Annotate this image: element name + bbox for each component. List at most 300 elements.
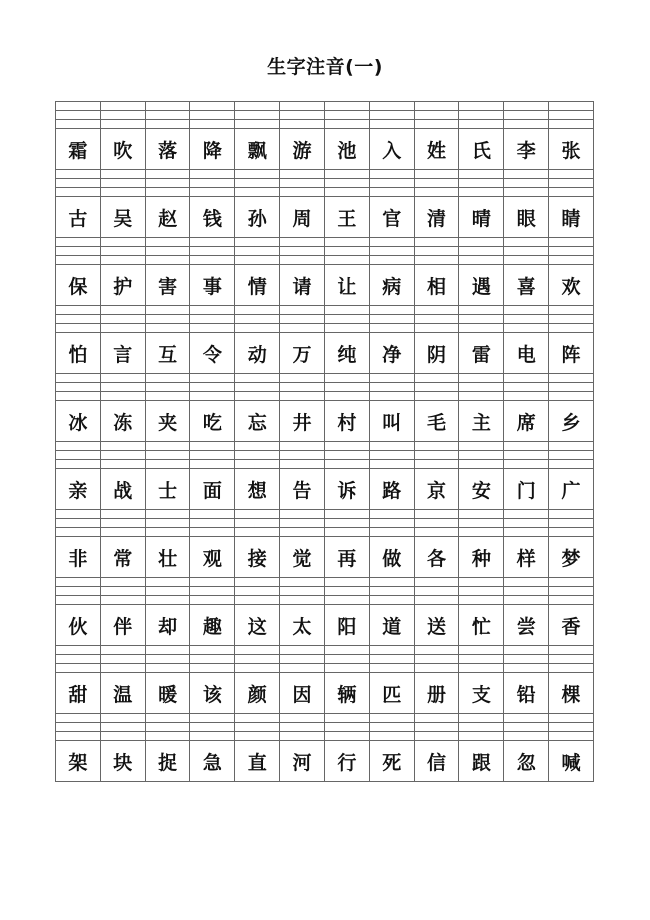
pinyin-line[interactable] [504, 577, 548, 586]
pinyin-line[interactable] [235, 713, 279, 722]
pinyin-line[interactable] [549, 391, 593, 400]
pinyin-line[interactable] [190, 323, 234, 332]
pinyin-line[interactable] [549, 110, 593, 119]
pinyin-line[interactable] [325, 450, 369, 459]
pinyin-line[interactable] [101, 373, 145, 382]
pinyin-line[interactable] [190, 527, 234, 536]
pinyin-line[interactable] [56, 305, 100, 314]
pinyin-line[interactable] [190, 246, 234, 255]
pinyin-line[interactable] [56, 459, 100, 468]
pinyin-line[interactable] [146, 323, 190, 332]
pinyin-line[interactable] [325, 323, 369, 332]
pinyin-line[interactable] [459, 169, 503, 178]
pinyin-line[interactable] [325, 577, 369, 586]
pinyin-line[interactable] [370, 110, 414, 119]
pinyin-line[interactable] [280, 110, 324, 119]
pinyin-line[interactable] [101, 518, 145, 527]
pinyin-line[interactable] [280, 509, 324, 518]
pinyin-line[interactable] [235, 323, 279, 332]
pinyin-line[interactable] [146, 178, 190, 187]
pinyin-line[interactable] [370, 187, 414, 196]
pinyin-line[interactable] [101, 255, 145, 264]
pinyin-line[interactable] [146, 101, 190, 110]
pinyin-line[interactable] [280, 527, 324, 536]
pinyin-line[interactable] [56, 595, 100, 604]
pinyin-line[interactable] [101, 450, 145, 459]
pinyin-line[interactable] [190, 119, 234, 128]
pinyin-line[interactable] [101, 595, 145, 604]
pinyin-line[interactable] [101, 731, 145, 740]
pinyin-line[interactable] [190, 663, 234, 672]
pinyin-line[interactable] [280, 314, 324, 323]
pinyin-line[interactable] [415, 305, 459, 314]
pinyin-line[interactable] [56, 645, 100, 654]
pinyin-line[interactable] [280, 722, 324, 731]
pinyin-line[interactable] [504, 314, 548, 323]
pinyin-line[interactable] [415, 101, 459, 110]
pinyin-line[interactable] [504, 187, 548, 196]
pinyin-line[interactable] [101, 586, 145, 595]
pinyin-line[interactable] [549, 595, 593, 604]
pinyin-line[interactable] [235, 101, 279, 110]
pinyin-line[interactable] [415, 382, 459, 391]
pinyin-line[interactable] [459, 654, 503, 663]
pinyin-line[interactable] [415, 577, 459, 586]
pinyin-line[interactable] [146, 255, 190, 264]
pinyin-line[interactable] [101, 509, 145, 518]
pinyin-line[interactable] [370, 323, 414, 332]
pinyin-line[interactable] [235, 441, 279, 450]
pinyin-line[interactable] [415, 314, 459, 323]
pinyin-line[interactable] [549, 586, 593, 595]
pinyin-line[interactable] [504, 101, 548, 110]
pinyin-line[interactable] [459, 731, 503, 740]
pinyin-line[interactable] [325, 101, 369, 110]
pinyin-line[interactable] [56, 382, 100, 391]
pinyin-line[interactable] [549, 441, 593, 450]
pinyin-line[interactable] [459, 722, 503, 731]
pinyin-line[interactable] [370, 586, 414, 595]
pinyin-line[interactable] [325, 509, 369, 518]
pinyin-line[interactable] [504, 509, 548, 518]
pinyin-line[interactable] [549, 169, 593, 178]
pinyin-line[interactable] [415, 255, 459, 264]
pinyin-line[interactable] [235, 722, 279, 731]
pinyin-line[interactable] [415, 119, 459, 128]
pinyin-line[interactable] [146, 373, 190, 382]
pinyin-line[interactable] [190, 373, 234, 382]
pinyin-line[interactable] [101, 314, 145, 323]
pinyin-line[interactable] [415, 527, 459, 536]
pinyin-line[interactable] [190, 382, 234, 391]
pinyin-line[interactable] [325, 722, 369, 731]
pinyin-line[interactable] [370, 169, 414, 178]
pinyin-line[interactable] [504, 237, 548, 246]
pinyin-line[interactable] [235, 527, 279, 536]
pinyin-line[interactable] [415, 595, 459, 604]
pinyin-line[interactable] [325, 373, 369, 382]
pinyin-line[interactable] [280, 663, 324, 672]
pinyin-line[interactable] [190, 450, 234, 459]
pinyin-line[interactable] [146, 586, 190, 595]
pinyin-line[interactable] [56, 391, 100, 400]
pinyin-line[interactable] [325, 255, 369, 264]
pinyin-line[interactable] [56, 187, 100, 196]
pinyin-line[interactable] [325, 382, 369, 391]
pinyin-line[interactable] [415, 450, 459, 459]
pinyin-line[interactable] [549, 305, 593, 314]
pinyin-line[interactable] [146, 237, 190, 246]
pinyin-line[interactable] [190, 101, 234, 110]
pinyin-line[interactable] [504, 518, 548, 527]
pinyin-line[interactable] [190, 305, 234, 314]
pinyin-line[interactable] [370, 382, 414, 391]
pinyin-line[interactable] [190, 169, 234, 178]
pinyin-line[interactable] [325, 595, 369, 604]
pinyin-line[interactable] [235, 654, 279, 663]
pinyin-line[interactable] [146, 305, 190, 314]
pinyin-line[interactable] [56, 722, 100, 731]
pinyin-line[interactable] [459, 305, 503, 314]
pinyin-line[interactable] [549, 450, 593, 459]
pinyin-line[interactable] [549, 255, 593, 264]
pinyin-line[interactable] [101, 577, 145, 586]
pinyin-line[interactable] [56, 731, 100, 740]
pinyin-line[interactable] [504, 654, 548, 663]
pinyin-line[interactable] [235, 663, 279, 672]
pinyin-line[interactable] [280, 101, 324, 110]
pinyin-line[interactable] [235, 305, 279, 314]
pinyin-line[interactable] [146, 441, 190, 450]
pinyin-line[interactable] [415, 586, 459, 595]
pinyin-line[interactable] [459, 518, 503, 527]
pinyin-line[interactable] [504, 645, 548, 654]
pinyin-line[interactable] [280, 305, 324, 314]
pinyin-line[interactable] [235, 373, 279, 382]
pinyin-line[interactable] [415, 518, 459, 527]
pinyin-line[interactable] [146, 577, 190, 586]
pinyin-line[interactable] [549, 101, 593, 110]
pinyin-line[interactable] [370, 518, 414, 527]
pinyin-line[interactable] [370, 178, 414, 187]
pinyin-line[interactable] [459, 509, 503, 518]
pinyin-line[interactable] [146, 110, 190, 119]
pinyin-line[interactable] [280, 323, 324, 332]
pinyin-line[interactable] [325, 645, 369, 654]
pinyin-line[interactable] [459, 187, 503, 196]
pinyin-line[interactable] [190, 178, 234, 187]
pinyin-line[interactable] [235, 314, 279, 323]
pinyin-line[interactable] [146, 246, 190, 255]
pinyin-line[interactable] [459, 391, 503, 400]
pinyin-line[interactable] [101, 246, 145, 255]
pinyin-line[interactable] [549, 645, 593, 654]
pinyin-line[interactable] [190, 255, 234, 264]
pinyin-line[interactable] [56, 323, 100, 332]
pinyin-line[interactable] [280, 518, 324, 527]
pinyin-line[interactable] [280, 459, 324, 468]
pinyin-line[interactable] [415, 441, 459, 450]
pinyin-line[interactable] [459, 713, 503, 722]
pinyin-line[interactable] [370, 237, 414, 246]
pinyin-line[interactable] [56, 441, 100, 450]
pinyin-line[interactable] [504, 169, 548, 178]
pinyin-line[interactable] [549, 246, 593, 255]
pinyin-line[interactable] [325, 459, 369, 468]
pinyin-line[interactable] [370, 305, 414, 314]
pinyin-line[interactable] [280, 586, 324, 595]
pinyin-line[interactable] [280, 178, 324, 187]
pinyin-line[interactable] [549, 323, 593, 332]
pinyin-line[interactable] [56, 373, 100, 382]
pinyin-line[interactable] [101, 645, 145, 654]
pinyin-line[interactable] [101, 382, 145, 391]
pinyin-line[interactable] [325, 731, 369, 740]
pinyin-line[interactable] [549, 178, 593, 187]
pinyin-line[interactable] [146, 731, 190, 740]
pinyin-line[interactable] [190, 187, 234, 196]
pinyin-line[interactable] [415, 237, 459, 246]
pinyin-line[interactable] [101, 237, 145, 246]
pinyin-line[interactable] [549, 577, 593, 586]
pinyin-line[interactable] [235, 731, 279, 740]
pinyin-line[interactable] [101, 187, 145, 196]
pinyin-line[interactable] [415, 169, 459, 178]
pinyin-line[interactable] [101, 441, 145, 450]
pinyin-line[interactable] [370, 441, 414, 450]
pinyin-line[interactable] [415, 323, 459, 332]
pinyin-line[interactable] [190, 731, 234, 740]
pinyin-line[interactable] [146, 527, 190, 536]
pinyin-line[interactable] [146, 509, 190, 518]
pinyin-line[interactable] [415, 246, 459, 255]
pinyin-line[interactable] [101, 391, 145, 400]
pinyin-line[interactable] [280, 645, 324, 654]
pinyin-line[interactable] [549, 509, 593, 518]
pinyin-line[interactable] [459, 441, 503, 450]
pinyin-line[interactable] [56, 237, 100, 246]
pinyin-line[interactable] [549, 187, 593, 196]
pinyin-line[interactable] [235, 450, 279, 459]
pinyin-line[interactable] [325, 110, 369, 119]
pinyin-line[interactable] [56, 713, 100, 722]
pinyin-line[interactable] [370, 119, 414, 128]
pinyin-line[interactable] [190, 518, 234, 527]
pinyin-line[interactable] [415, 645, 459, 654]
pinyin-line[interactable] [459, 595, 503, 604]
pinyin-line[interactable] [56, 518, 100, 527]
pinyin-line[interactable] [280, 595, 324, 604]
pinyin-line[interactable] [325, 237, 369, 246]
pinyin-line[interactable] [280, 441, 324, 450]
pinyin-line[interactable] [146, 450, 190, 459]
pinyin-line[interactable] [504, 731, 548, 740]
pinyin-line[interactable] [235, 255, 279, 264]
pinyin-line[interactable] [280, 169, 324, 178]
pinyin-line[interactable] [459, 237, 503, 246]
pinyin-line[interactable] [280, 373, 324, 382]
pinyin-line[interactable] [235, 178, 279, 187]
pinyin-line[interactable] [325, 441, 369, 450]
pinyin-line[interactable] [56, 586, 100, 595]
pinyin-line[interactable] [325, 663, 369, 672]
pinyin-line[interactable] [504, 382, 548, 391]
pinyin-line[interactable] [549, 119, 593, 128]
pinyin-line[interactable] [549, 518, 593, 527]
pinyin-line[interactable] [415, 654, 459, 663]
pinyin-line[interactable] [549, 663, 593, 672]
pinyin-line[interactable] [235, 518, 279, 527]
pinyin-line[interactable] [190, 654, 234, 663]
pinyin-line[interactable] [370, 731, 414, 740]
pinyin-line[interactable] [280, 713, 324, 722]
pinyin-line[interactable] [146, 722, 190, 731]
pinyin-line[interactable] [235, 187, 279, 196]
pinyin-line[interactable] [56, 577, 100, 586]
pinyin-line[interactable] [280, 237, 324, 246]
pinyin-line[interactable] [56, 169, 100, 178]
pinyin-line[interactable] [370, 713, 414, 722]
pinyin-line[interactable] [459, 178, 503, 187]
pinyin-line[interactable] [370, 577, 414, 586]
pinyin-line[interactable] [415, 373, 459, 382]
pinyin-line[interactable] [370, 527, 414, 536]
pinyin-line[interactable] [190, 722, 234, 731]
pinyin-line[interactable] [370, 101, 414, 110]
pinyin-line[interactable] [146, 187, 190, 196]
pinyin-line[interactable] [190, 595, 234, 604]
pinyin-line[interactable] [325, 246, 369, 255]
pinyin-line[interactable] [415, 713, 459, 722]
pinyin-line[interactable] [459, 586, 503, 595]
pinyin-line[interactable] [459, 323, 503, 332]
pinyin-line[interactable] [325, 654, 369, 663]
pinyin-line[interactable] [459, 110, 503, 119]
pinyin-line[interactable] [459, 527, 503, 536]
pinyin-line[interactable] [504, 246, 548, 255]
pinyin-line[interactable] [56, 119, 100, 128]
pinyin-line[interactable] [459, 645, 503, 654]
pinyin-line[interactable] [56, 663, 100, 672]
pinyin-line[interactable] [56, 110, 100, 119]
pinyin-line[interactable] [504, 255, 548, 264]
pinyin-line[interactable] [280, 654, 324, 663]
pinyin-line[interactable] [190, 459, 234, 468]
pinyin-line[interactable] [146, 459, 190, 468]
pinyin-line[interactable] [101, 323, 145, 332]
pinyin-line[interactable] [190, 391, 234, 400]
pinyin-line[interactable] [101, 527, 145, 536]
pinyin-line[interactable] [146, 314, 190, 323]
pinyin-line[interactable] [235, 577, 279, 586]
pinyin-line[interactable] [325, 187, 369, 196]
pinyin-line[interactable] [549, 373, 593, 382]
pinyin-line[interactable] [101, 169, 145, 178]
pinyin-line[interactable] [190, 586, 234, 595]
pinyin-line[interactable] [415, 509, 459, 518]
pinyin-line[interactable] [235, 119, 279, 128]
pinyin-line[interactable] [504, 119, 548, 128]
pinyin-line[interactable] [504, 441, 548, 450]
pinyin-line[interactable] [146, 382, 190, 391]
pinyin-line[interactable] [101, 305, 145, 314]
pinyin-line[interactable] [146, 663, 190, 672]
pinyin-line[interactable] [549, 314, 593, 323]
pinyin-line[interactable] [235, 110, 279, 119]
pinyin-line[interactable] [504, 323, 548, 332]
pinyin-line[interactable] [370, 459, 414, 468]
pinyin-line[interactable] [370, 391, 414, 400]
pinyin-line[interactable] [235, 595, 279, 604]
pinyin-line[interactable] [56, 101, 100, 110]
pinyin-line[interactable] [190, 577, 234, 586]
pinyin-line[interactable] [56, 246, 100, 255]
pinyin-line[interactable] [146, 645, 190, 654]
pinyin-line[interactable] [370, 509, 414, 518]
pinyin-line[interactable] [56, 654, 100, 663]
pinyin-line[interactable] [280, 255, 324, 264]
pinyin-line[interactable] [549, 722, 593, 731]
pinyin-line[interactable] [459, 373, 503, 382]
pinyin-line[interactable] [235, 246, 279, 255]
pinyin-line[interactable] [370, 722, 414, 731]
pinyin-line[interactable] [56, 527, 100, 536]
pinyin-line[interactable] [325, 178, 369, 187]
pinyin-line[interactable] [370, 314, 414, 323]
pinyin-line[interactable] [415, 731, 459, 740]
pinyin-line[interactable] [459, 255, 503, 264]
pinyin-line[interactable] [190, 441, 234, 450]
pinyin-line[interactable] [325, 314, 369, 323]
pinyin-line[interactable] [504, 305, 548, 314]
pinyin-line[interactable] [190, 509, 234, 518]
pinyin-line[interactable] [549, 382, 593, 391]
pinyin-line[interactable] [280, 119, 324, 128]
pinyin-line[interactable] [504, 527, 548, 536]
pinyin-line[interactable] [504, 110, 548, 119]
pinyin-line[interactable] [325, 305, 369, 314]
pinyin-line[interactable] [504, 713, 548, 722]
pinyin-line[interactable] [235, 509, 279, 518]
pinyin-line[interactable] [101, 722, 145, 731]
pinyin-line[interactable] [415, 459, 459, 468]
pinyin-line[interactable] [370, 450, 414, 459]
pinyin-line[interactable] [504, 722, 548, 731]
pinyin-line[interactable] [370, 246, 414, 255]
pinyin-line[interactable] [549, 713, 593, 722]
pinyin-line[interactable] [56, 255, 100, 264]
pinyin-line[interactable] [280, 382, 324, 391]
pinyin-line[interactable] [459, 119, 503, 128]
pinyin-line[interactable] [504, 459, 548, 468]
pinyin-line[interactable] [370, 654, 414, 663]
pinyin-line[interactable] [146, 119, 190, 128]
pinyin-line[interactable] [190, 645, 234, 654]
pinyin-line[interactable] [459, 663, 503, 672]
pinyin-line[interactable] [549, 654, 593, 663]
pinyin-line[interactable] [370, 373, 414, 382]
pinyin-line[interactable] [146, 713, 190, 722]
pinyin-line[interactable] [370, 645, 414, 654]
pinyin-line[interactable] [325, 119, 369, 128]
pinyin-line[interactable] [101, 654, 145, 663]
pinyin-line[interactable] [325, 391, 369, 400]
pinyin-line[interactable] [235, 382, 279, 391]
pinyin-line[interactable] [101, 119, 145, 128]
pinyin-line[interactable] [504, 450, 548, 459]
pinyin-line[interactable] [146, 654, 190, 663]
pinyin-line[interactable] [235, 586, 279, 595]
